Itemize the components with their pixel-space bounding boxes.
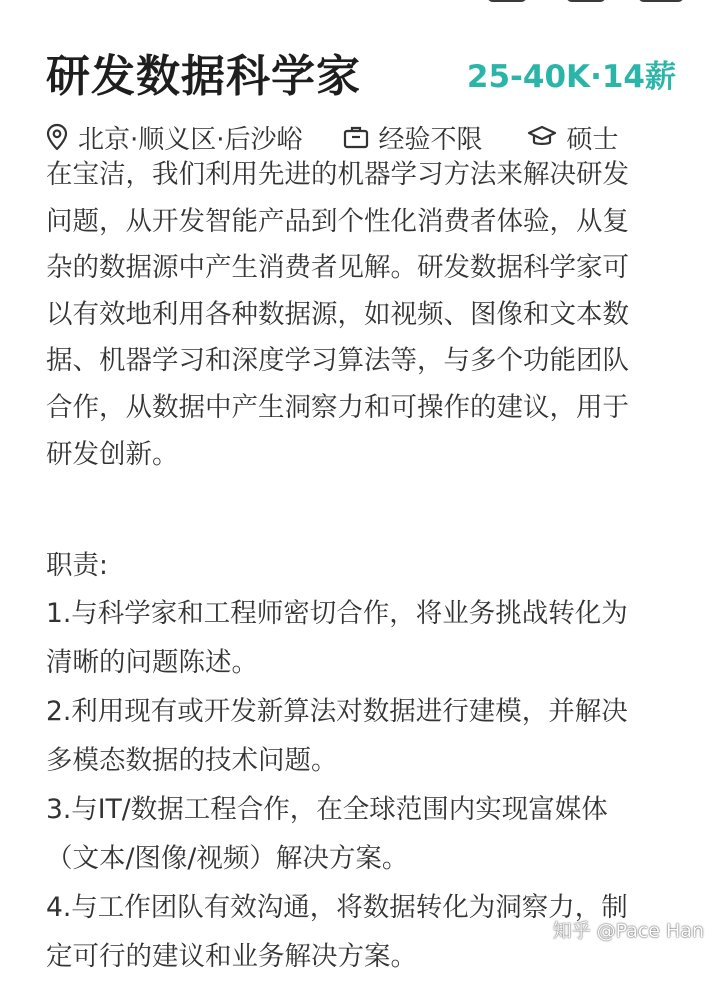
job-description <box>46 152 676 478</box>
experience-text: 经验不限 <box>378 124 483 155</box>
briefcase-icon <box>343 125 369 149</box>
cropped-icon-2 <box>566 0 606 2</box>
location-pin-icon <box>46 123 68 151</box>
duty-line: 1.与科学家和工程师密切合作，将业务挑战转化为 <box>46 598 628 629</box>
duty-line: 3.与IT/数据工程合作，在全球范围内实现富媒体 <box>46 794 608 825</box>
duty-line: 清晰的问题陈述。 <box>46 647 258 678</box>
watermark: 知乎 @Pace Han <box>552 920 704 942</box>
duty-line: 2.利用现有或开发新算法对数据进行建模，并解决 <box>46 696 628 727</box>
experience-item <box>343 119 483 156</box>
description-line: 据、机器学习和深度学习算法等，与多个功能团队 <box>46 345 629 377</box>
job-meta-row <box>46 117 686 157</box>
degree-text: 硕士 <box>566 124 619 155</box>
description-line: 在宝洁，我们利用先进的机器学习方法来解决研发 <box>46 159 629 190</box>
duties-heading: 职责: <box>46 550 108 581</box>
duty-line: 4.与工作团队有效沟通，将数据转化为洞察力，制 <box>46 892 628 923</box>
location-item <box>46 119 303 156</box>
graduation-cap-icon <box>527 125 557 149</box>
description-line: 问题，从开发智能产品到个性化消费者体验，从复 <box>46 205 629 237</box>
duty-line: （文本/图像/视频）解决方案。 <box>46 843 409 874</box>
job-title: 研发数据科学家 <box>46 51 361 102</box>
description-line: 合作，从数据中产生洞察力和可操作的建议，用于 <box>46 391 629 423</box>
description-line: 杂的数据源中产生消费者见解。研发数据科学家可 <box>46 252 629 284</box>
top-cropped-header <box>0 0 720 4</box>
degree-item <box>527 119 619 156</box>
description-line: 以有效地利用各种数据源，如视频、图像和文本数 <box>46 298 629 330</box>
cropped-icon-1 <box>487 0 527 2</box>
duty-line: 多模态数据的技术问题。 <box>46 745 338 776</box>
location-text: 北京·顺义区·后沙峪 <box>78 124 303 155</box>
description-line: 研发创新。 <box>46 438 179 470</box>
duty-line: 定可行的建议和业务解决方案。 <box>46 941 417 972</box>
cropped-icon-3 <box>638 0 684 2</box>
salary: 25-40K·14薪 <box>466 59 676 95</box>
